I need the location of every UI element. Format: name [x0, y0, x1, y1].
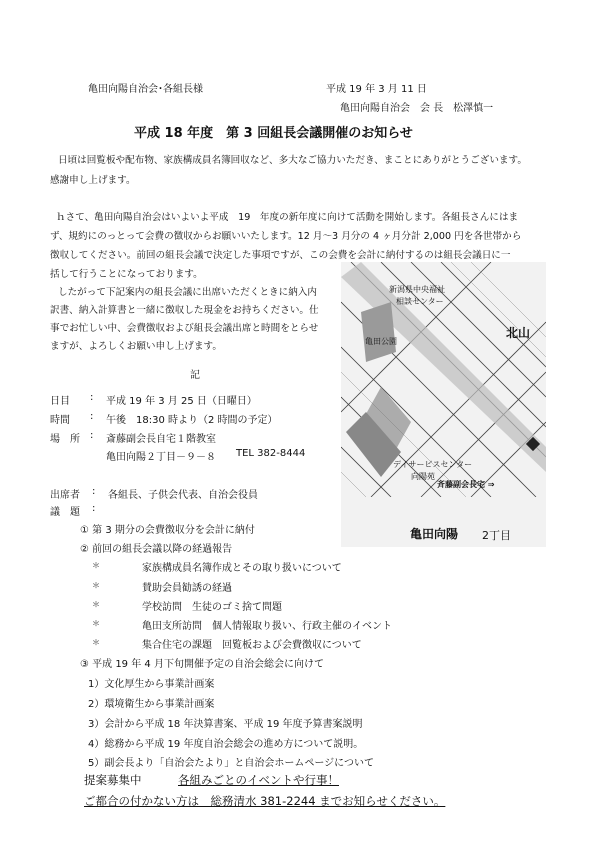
colon: : [90, 411, 94, 422]
recruit-label: 提案募集中 [84, 773, 142, 787]
body-line: ますが、よろしくお願い申し上げます。 [50, 341, 222, 352]
agenda-subitem: 4）総務から平成 19 年度自治会総会の進め方について説明。 [88, 739, 364, 750]
map-label-saito: 斉藤副会長宅 ⇒ [437, 480, 495, 489]
bullet: ＊ [92, 581, 100, 590]
ki-heading: 記 [190, 370, 200, 381]
colon: : [90, 392, 94, 403]
map-label-center: 新潟県中央福祉 [389, 285, 445, 294]
map-label-center2: 相談センター [396, 297, 444, 306]
agenda-subitem: 1）文化厚生から事業計画案 [88, 679, 215, 690]
contact-line: ご都合の付かない方は 総務清水 381-2244 までお知らせください。 [84, 794, 446, 808]
map-label-kitayama: 北山 [506, 326, 531, 340]
body-line: 括して行うことになっております。 [50, 269, 203, 280]
map-graphic [341, 262, 546, 497]
place-value: 斎藤副会長自宅１階教室 [106, 434, 216, 445]
map-label-dayservice: デイサービスセンター [393, 460, 473, 469]
colon: : [90, 430, 94, 441]
area-map [341, 262, 546, 497]
agenda-item: ① 第 3 期分の会費徴収分を会計に納付 [80, 525, 255, 536]
bullet: ＊ [92, 561, 100, 570]
body-line: 訳書、納入計算書と一緒に徴収した現金をお持ちください。仕 [50, 305, 319, 316]
body-line: ｈさて、亀田向陽自治会はいよいよ平成 19 年度の新年度に向けて活動を開始します。各組長さんにはま [56, 212, 519, 223]
body-line: 徴収してください。前回の組長会議で決定した事項ですが、この会費を会計に納付するのは組長会議日に一 [50, 250, 511, 261]
colon: : [92, 503, 96, 514]
agenda-subitem: 集合住宅の課題 回覧板および会費徴収について [142, 640, 362, 651]
agenda-item: ③ 平成 19 年 4 月下旬開催予定の自治会総会に向けて [80, 659, 324, 670]
agenda-subitem: 3）会計から平成 18 年決算書案、平成 19 年度予算書案説明 [88, 719, 363, 730]
document-date: 平成 19 年 3 月 11 日 [326, 84, 427, 95]
place-label: 場 所 [50, 434, 80, 445]
agenda-item: ② 前回の組長会議以降の経過報告 [80, 544, 233, 555]
body-line: したがって下記案内の組長会議に出席いただくときに納入内 [58, 287, 318, 298]
agenda-subitem: 2）環境衛生から事業計画案 [88, 699, 215, 710]
time-label: 時間 [50, 415, 70, 426]
agenda-subitem: 5）副会長より「自治会たより」と自治会ホームページについて [88, 758, 374, 769]
date-value: 平成 19 年 3 月 25 日（日曜日） [106, 396, 257, 407]
agenda-subitem: 賛助会員勧誘の経過 [142, 583, 232, 594]
bullet: ＊ [92, 619, 100, 628]
map-label-2chome: 2丁目 [482, 529, 511, 542]
attendees-label: 出席者 [50, 490, 80, 501]
telephone: TEL 382-8444 [236, 448, 306, 459]
bullet: ＊ [92, 638, 100, 647]
time-value: 午後 18:30 時より（2 時間の予定） [106, 415, 278, 426]
agenda-subitem: 家族構成員名簿作成とその取り扱いについて [142, 563, 342, 574]
intro-line: 感謝申し上げます。 [50, 175, 136, 186]
address: 亀田向陽２丁目－９－８ [106, 452, 216, 463]
page-title: 平成 18 年度 第 3 回組長会議開催のお知らせ [134, 126, 413, 141]
agenda-subitem: 亀田支所訪問 個人情報取り扱い、行政主催のイベント [142, 621, 392, 632]
intro-line: 日頃は回覧板や配布物、家族構成員名簿回収など、多大なご協力いただき、まことにありがとうございます。 [58, 155, 527, 166]
map-label-dayservice2: 向陽苑 [411, 472, 435, 481]
agenda-label: 議 題 [50, 507, 80, 518]
agenda-subitem: 学校訪問 生徒のゴミ捨て問題 [142, 602, 282, 613]
date-label: 日目 [50, 396, 70, 407]
map-label-park: 亀田公園 [365, 337, 397, 346]
sender: 亀田向陽自治会 会 長 松澤慎一 [340, 103, 494, 114]
attendees-value: 各組長、子供会代表、自治会役員 [108, 490, 258, 501]
bullet: ＊ [92, 600, 100, 609]
recipient: 亀田向陽自治会･各組長様 [88, 84, 203, 95]
recruit-text: 各組みごとのイベントや行事！ [178, 773, 339, 787]
colon: : [92, 486, 96, 497]
map-label-kameda: 亀田向陽 [410, 527, 459, 541]
body-line: ず、規約にのっとって会費の徴収からお願いいたします。12 月～3 月分の 4 ヶ月分計 2,000 円を各世帯から [50, 231, 522, 242]
body-line: 事でお忙しい中、会費徴収および組長会議出席と時間をとらせ [50, 323, 319, 334]
